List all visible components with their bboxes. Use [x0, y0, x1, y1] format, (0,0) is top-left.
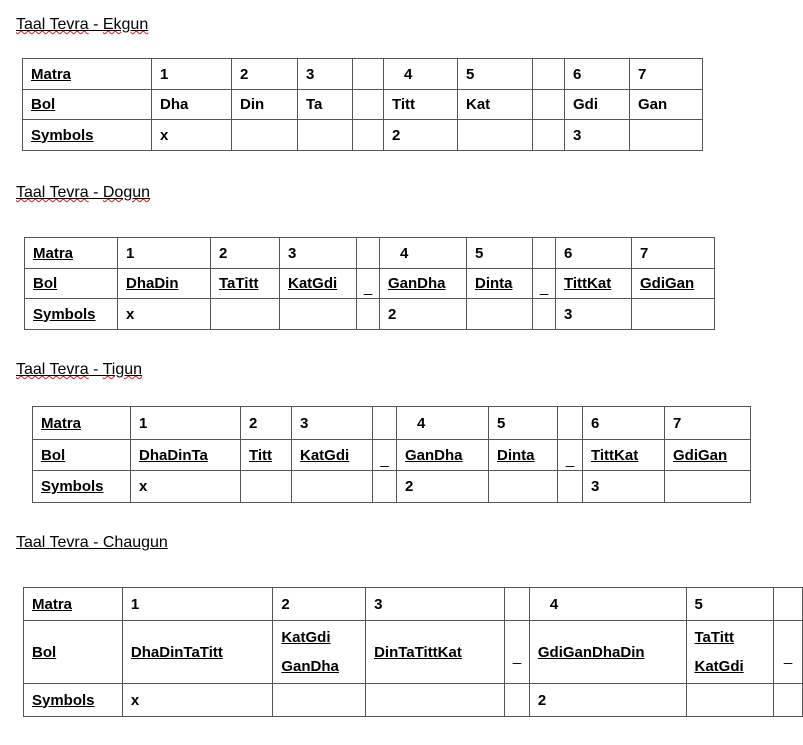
vibhag-separator: _ — [357, 269, 380, 299]
table-chaugun-viewport — [22, 586, 793, 721]
bol-cell — [529, 621, 686, 684]
matra-cell: 4 — [384, 59, 458, 90]
row-label-symbols: Symbols — [23, 120, 152, 151]
vibhag-separator — [357, 299, 380, 330]
bol-cell: DhaDin — [118, 269, 211, 299]
vibhag-separator: _ — [533, 269, 556, 299]
bol-cell: GdiGan — [632, 269, 715, 299]
bol-cell: Dinta — [489, 440, 558, 471]
heading-chaugun — [16, 533, 168, 553]
bol-row — [25, 269, 715, 299]
bol-cell: GdiGan — [665, 440, 751, 471]
matra-cell: 4 — [380, 238, 467, 269]
symbol-cell: x — [118, 299, 211, 330]
symbol-cell: 3 — [583, 471, 665, 503]
vibhag-separator — [505, 588, 530, 621]
row-label-bol: Bol — [25, 269, 118, 299]
heading-prefix: Taal Tevra — [16, 361, 89, 378]
bol-line: KatGdi — [281, 629, 331, 646]
symbol-cell — [458, 120, 533, 151]
vibhag-separator — [533, 120, 565, 151]
bol-cell: Gan — [630, 90, 703, 120]
vibhag-separator — [353, 59, 384, 90]
symbol-cell — [489, 471, 558, 503]
symbol-cell — [298, 120, 353, 151]
bol-cell — [273, 621, 366, 684]
matra-cell: 2 — [273, 588, 366, 621]
matra-cell: 2 — [211, 238, 280, 269]
symbol-cell: x — [122, 684, 272, 717]
heading-tigun — [16, 360, 142, 380]
bol-cell: TittKat — [556, 269, 632, 299]
bol-row — [23, 90, 703, 120]
symbol-cell: 3 — [556, 299, 632, 330]
symbol-cell — [273, 684, 366, 717]
row-label-matra: Matra — [33, 407, 131, 440]
matra-cell: 5 — [458, 59, 533, 90]
vibhag-separator: _ — [558, 440, 583, 471]
heading-ekgun — [16, 15, 148, 35]
bol-line: GanDha — [281, 658, 339, 675]
bol-cell: TaTitt — [211, 269, 280, 299]
matra-row — [33, 407, 751, 440]
symbol-cell: 2 — [529, 684, 686, 717]
row-label-matra: Matra — [25, 238, 118, 269]
row-label-symbols: Symbols — [24, 684, 123, 717]
vibhag-separator — [774, 588, 803, 621]
bol-cell: TittKat — [583, 440, 665, 471]
bol-cell: Dinta — [467, 269, 533, 299]
vibhag-separator — [353, 120, 384, 151]
matra-cell: 5 — [489, 407, 558, 440]
vibhag-separator: _ — [505, 621, 530, 684]
bol-line: DinTaTittKat — [374, 643, 462, 661]
matra-cell: 1 — [122, 588, 272, 621]
matra-cell: 6 — [556, 238, 632, 269]
symbol-cell — [292, 471, 373, 503]
bol-cell: Titt — [241, 440, 292, 471]
bol-cell — [686, 621, 774, 684]
symbols-row — [33, 471, 751, 503]
heading-suffix: Tigun — [102, 361, 143, 378]
matra-cell: 1 — [152, 59, 232, 90]
matra-cell: 6 — [565, 59, 630, 90]
matra-cell: 7 — [630, 59, 703, 90]
symbol-cell — [630, 120, 703, 151]
matra-cell: 2 — [232, 59, 298, 90]
bol-line: TaTitt — [694, 629, 734, 646]
matra-cell: 4 — [397, 407, 489, 440]
symbol-cell — [241, 471, 292, 503]
symbol-cell — [211, 299, 280, 330]
vibhag-separator — [558, 407, 583, 440]
matra-cell: 6 — [583, 407, 665, 440]
symbol-cell — [686, 684, 774, 717]
matra-cell: 5 — [467, 238, 533, 269]
vibhag-separator — [357, 238, 380, 269]
vibhag-separator — [373, 407, 397, 440]
vibhag-separator: _ — [774, 621, 803, 684]
symbol-cell — [366, 684, 505, 717]
table-ekgun — [22, 58, 703, 151]
symbol-cell — [665, 471, 751, 503]
symbol-cell: 3 — [565, 120, 630, 151]
heading-suffix: Ekgun — [102, 16, 149, 33]
matra-cell: 1 — [118, 238, 211, 269]
heading-prefix: Taal Tevra — [16, 534, 89, 551]
symbol-cell — [632, 299, 715, 330]
matra-cell: 7 — [632, 238, 715, 269]
row-label-symbols: Symbols — [25, 299, 118, 330]
bol-cell: KatGdi — [292, 440, 373, 471]
row-label-bol: Bol — [33, 440, 131, 471]
table-tigun — [32, 406, 751, 503]
bol-cell: Titt — [384, 90, 458, 120]
bol-cell: Dha — [152, 90, 232, 120]
symbol-cell: 2 — [380, 299, 467, 330]
matra-cell: 4 — [529, 588, 686, 621]
table-chaugun — [23, 587, 803, 717]
heading-sep: - — [88, 361, 103, 378]
matra-cell: 3 — [280, 238, 357, 269]
bol-cell — [122, 621, 272, 684]
matra-cell: 3 — [292, 407, 373, 440]
matra-row — [25, 238, 715, 269]
bol-line: DhaDinTaTitt — [130, 643, 223, 661]
row-label-bol: Bol — [24, 621, 123, 684]
vibhag-separator — [774, 684, 803, 717]
row-label-matra: Matra — [24, 588, 123, 621]
heading-sep: - — [88, 534, 103, 551]
heading-dogun — [16, 183, 150, 203]
symbol-cell — [467, 299, 533, 330]
symbol-cell — [280, 299, 357, 330]
bol-cell: Gdi — [565, 90, 630, 120]
bol-cell: Kat — [458, 90, 533, 120]
vibhag-separator: _ — [373, 440, 397, 471]
symbol-cell: x — [131, 471, 241, 503]
bol-cell: KatGdi — [280, 269, 357, 299]
vibhag-separator — [533, 238, 556, 269]
bol-row — [24, 621, 803, 684]
bol-line: KatGdi — [694, 658, 744, 675]
table-dogun — [24, 237, 715, 330]
matra-cell: 3 — [366, 588, 505, 621]
bol-line: GdiGanDhaDin — [537, 643, 645, 661]
heading-suffix: Dogun — [102, 184, 151, 201]
vibhag-separator — [533, 299, 556, 330]
heading-prefix: Taal Tevra — [16, 184, 89, 201]
symbol-cell: 2 — [397, 471, 489, 503]
matra-row — [24, 588, 803, 621]
matra-cell: 1 — [131, 407, 241, 440]
heading-sep: - — [88, 16, 103, 33]
vibhag-separator — [373, 471, 397, 503]
bol-cell: Ta — [298, 90, 353, 120]
matra-cell: 3 — [298, 59, 353, 90]
heading-prefix: Taal Tevra — [16, 16, 89, 33]
symbols-row — [23, 120, 703, 151]
vibhag-separator — [533, 59, 565, 90]
vibhag-separator — [353, 90, 384, 120]
bol-cell — [366, 621, 505, 684]
row-label-symbols: Symbols — [33, 471, 131, 503]
vibhag-separator — [558, 471, 583, 503]
vibhag-separator — [505, 684, 530, 717]
row-label-matra: Matra — [23, 59, 152, 90]
symbols-row — [25, 299, 715, 330]
vibhag-separator — [533, 90, 565, 120]
bol-cell: DhaDinTa — [131, 440, 241, 471]
bol-cell: Din — [232, 90, 298, 120]
matra-row — [23, 59, 703, 90]
bol-cell: GanDha — [380, 269, 467, 299]
symbol-cell — [232, 120, 298, 151]
heading-suffix: Chaugun — [102, 534, 168, 551]
matra-cell: 7 — [665, 407, 751, 440]
matra-cell: 2 — [241, 407, 292, 440]
symbol-cell: x — [152, 120, 232, 151]
bol-cell: GanDha — [397, 440, 489, 471]
row-label-bol: Bol — [23, 90, 152, 120]
bol-row — [33, 440, 751, 471]
symbol-cell: 2 — [384, 120, 458, 151]
heading-sep: - — [88, 184, 103, 201]
matra-cell: 5 — [686, 588, 774, 621]
symbols-row — [24, 684, 803, 717]
